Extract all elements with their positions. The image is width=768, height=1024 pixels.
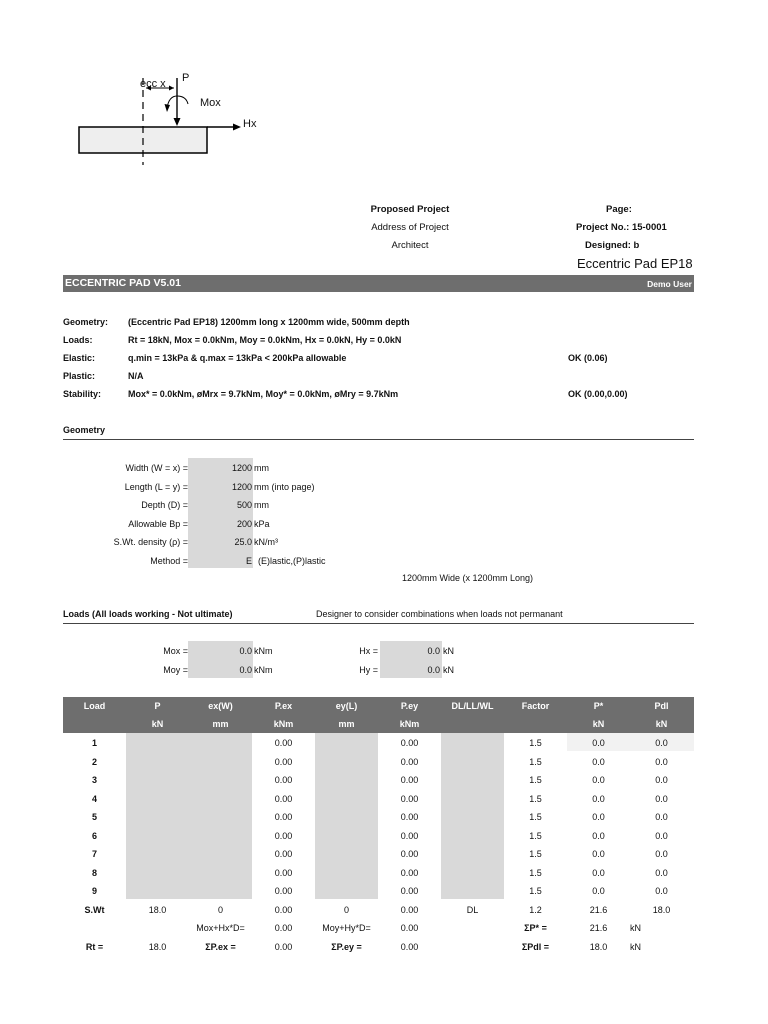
cell-pex: 0.00 [274,812,293,822]
moy-total-value: 0.00 [400,923,419,933]
cell-pey: 0.00 [400,775,419,785]
totals-row-moments [63,919,694,938]
cell-load: 4 [91,793,97,804]
cell-pex: 0.00 [274,849,293,859]
sheet-title: Eccentric Pad EP18 [577,256,693,271]
cell-factor: 1.5 [529,756,542,767]
cell-pey: 0.00 [400,867,419,878]
cell-pex: 0.00 [274,886,293,896]
cell-pstar: 0.0 [592,738,605,748]
sum-pdl-label: ΣPdl = [521,941,550,952]
table-row [63,790,694,809]
cell-pex: 0.00 [274,793,293,804]
cell-pdl: 18.0 [652,904,671,915]
geometry-label: Width (W = x) = [125,463,188,473]
cell-loadtype: DL [466,904,479,915]
cell-pdl: 0.0 [655,812,668,822]
cell-load: S.Wt [84,904,105,915]
table-row [63,808,694,827]
geometry-label: Length (L = y) = [124,481,188,492]
title-bar-user: Demo User [647,279,692,289]
geometry-row [0,478,768,496]
cell-pstar: 0.0 [592,793,605,804]
geometry-label: S.Wt. density (ρ) = [113,537,188,547]
rt-value: 18.0 [148,941,167,952]
cell-pdl: 0.0 [655,849,668,859]
sum-pdl-value: 18.0 [589,941,608,952]
summary-value: q.min = 13kPa & q.max = 13kPa < 200kPa allowable [128,353,347,363]
mox-input-unit: kNm [254,646,273,656]
geometry-row [0,515,768,533]
cell-pey: 0.00 [400,830,419,841]
summary-key: Stability: [63,389,102,399]
cell-p: 18.0 [148,904,167,915]
moy-input-label: Moy = [163,665,188,675]
mox-input-value[interactable]: 0.0 [239,646,252,656]
table-row [63,827,694,846]
cell-load: 6 [91,830,97,841]
mox-label: Mox [200,97,221,109]
cell-load: 9 [91,886,97,896]
sum-pey-label: ΣP.ey = [331,941,362,952]
cell-load: 5 [91,812,97,822]
summary-key: Geometry: [63,317,109,327]
sum-pey-value: 0.00 [400,941,419,952]
geometry-value[interactable]: 1200 [231,481,252,492]
cell-factor: 1.5 [529,886,542,896]
geometry-value[interactable]: 1200 [231,463,252,473]
table-row [63,753,694,772]
cell-pex: 0.00 [274,867,293,878]
cell-pstar: 21.6 [589,904,608,915]
geometry-row [0,459,768,477]
table-row [63,882,694,901]
mox-total-value: 0.00 [274,923,293,933]
cell-pstar: 0.0 [592,756,605,767]
geometry-label: Depth (D) = [141,500,188,510]
moy-total-label: Moy+Hy*D= [322,923,371,933]
cell-pey: 0.00 [400,793,419,804]
cell-pdl: 0.0 [655,738,668,748]
loads-note: Designer to consider combinations when loads not permanant [316,609,563,619]
table-row [63,864,694,883]
header-p: P [154,701,161,711]
hy-input-unit: kN [443,665,454,675]
cell-factor: 1.5 [529,738,542,748]
unit-pdl: kN [655,719,668,729]
table-header [63,697,694,733]
cell-pex: 0.00 [274,738,293,748]
cell-factor: 1.2 [529,904,542,915]
unit-eyl: mm [338,719,355,729]
summary-status: OK (0.06) [568,353,608,363]
cell-factor: 1.5 [529,812,542,822]
sum-pex-value: 0.00 [274,941,293,952]
cell-pstar: 0.0 [592,886,605,896]
geometry-value[interactable]: E [245,555,252,566]
project-number: Project No.: 15-0001 [576,222,667,233]
cell-pey: 0.00 [400,738,419,748]
header-pdl: Pdl [654,701,669,711]
cell-pex: 0.00 [274,830,293,841]
header-load: Load [83,701,106,711]
geometry-unit: mm [254,463,269,473]
geometry-unit: (E)lastic,(P)lastic [258,555,326,566]
title-bar-title: ECCENTRIC PAD V5.01 [65,277,181,289]
cell-load: 2 [91,756,97,767]
summary-value: Mox* = 0.0kNm, øMrx = 9.7kNm, Moy* = 0.0kNm, øMry = 9.7kNm [128,389,399,399]
cell-factor: 1.5 [529,793,542,804]
sum-pstar-unit: kN [630,923,641,933]
geometry-label: Allowable Bp = [128,518,188,529]
geometry-unit: mm (into page) [254,481,315,492]
summary-value: N/A [128,371,144,381]
cell-pey: 0.00 [400,904,419,915]
geometry-label: Method = [150,555,188,566]
hx-input-unit: kN [443,646,454,656]
unit-pex: kNm [273,719,294,729]
cell-factor: 1.5 [529,867,542,878]
cell-pey: 0.00 [400,886,419,896]
project-name: Proposed Project [370,204,450,215]
cell-pey: 0.00 [400,756,419,767]
hx-label: Hx [243,118,257,130]
unit-pey: kNm [399,719,420,729]
cell-pey: 0.00 [400,812,419,822]
geometry-unit: kPa [254,518,270,529]
page-label: Page: [606,204,632,215]
cell-pey: 0.00 [400,849,419,859]
header-pey: P.ey [400,701,419,711]
geometry-row [0,496,768,514]
hy-input-value[interactable]: 0.0 [427,665,440,675]
sum-pstar-label: ΣP* = [524,923,547,933]
sum-pstar-value: 21.6 [589,923,608,933]
cell-pex: 0.00 [274,756,293,767]
cell-pdl: 0.0 [655,793,668,804]
loads-heading [63,609,694,624]
geometry-row [0,533,768,551]
geometry-note: 1200mm Wide (x 1200mm Long) [402,573,534,583]
table-row [63,845,694,864]
table-row [63,734,694,753]
header-exw: ex(W) [208,701,233,711]
geometry-value[interactable]: 200 [236,518,252,529]
cell-load: 3 [91,775,97,785]
geometry-value[interactable]: 25.0 [234,537,252,547]
hx-input-label: Hx = [359,646,378,656]
project-architect: Architect [391,240,429,251]
geometry-heading: Geometry [63,425,694,440]
moy-input-unit: kNm [254,665,273,675]
cell-load: 8 [91,867,97,878]
header-eyl: ey(L) [335,701,358,711]
pad-diagram [70,70,270,170]
geometry-row [0,552,768,570]
geometry-unit: mm [254,500,269,510]
cell-pdl: 0.0 [655,867,668,878]
summary-key: Loads: [63,335,93,345]
cell-pstar: 0.0 [592,867,605,878]
title-bar [63,275,694,292]
cell-load: 1 [91,738,97,748]
project-info [340,201,480,255]
cell-pstar: 0.0 [592,849,605,859]
summary-key: Plastic: [63,371,96,381]
unit-pstar: kN [592,719,605,729]
p-label: P [182,72,190,84]
self-weight-row [63,901,694,920]
cell-eyl: 0 [343,904,349,915]
cell-pdl: 0.0 [655,886,668,896]
mox-input-label: Mox = [163,646,188,656]
cell-pstar: 0.0 [592,812,605,822]
header-factor: Factor [521,701,550,711]
summary-value: Rt = 18kN, Mox = 0.0kNm, Moy = 0.0kNm, Hx = 0.0kN, Hy = 0.0kN [128,335,402,345]
header-pex: P.ex [274,701,293,711]
cell-load: 7 [91,849,97,859]
project-address: Address of Project [371,222,449,233]
unit-p: kN [151,719,164,729]
cell-factor: 1.5 [529,775,542,785]
cell-pdl: 0.0 [655,756,668,767]
cell-pstar: 0.0 [592,830,605,841]
header-pstar: P* [593,701,604,711]
project-meta [576,201,696,255]
sum-pex-label: ΣP.ex = [205,941,236,952]
header-loadtype: DL/LL/WL [451,701,494,711]
summary-value: (Eccentric Pad EP18) 1200mm long x 1200mm wide, 500mm depth [128,317,410,327]
sum-pdl-unit: kN [630,941,641,952]
cell-factor: 1.5 [529,849,542,859]
ecc-label: ecc x [140,78,166,90]
cell-pdl: 0.0 [655,830,668,841]
cell-pex: 0.00 [274,904,293,915]
hy-input-label: Hy = [359,665,378,675]
cell-pdl: 0.0 [655,775,668,785]
hx-input-value[interactable]: 0.0 [427,646,440,656]
cell-pstar: 0.0 [592,775,605,785]
designed-by: Designed: b [585,240,640,251]
geometry-unit: kN/m³ [254,537,278,547]
totals-row-sums [63,938,694,957]
unit-exw: mm [212,719,229,729]
geometry-value[interactable]: 500 [236,500,252,510]
moy-input-value[interactable]: 0.0 [239,665,252,675]
cell-exw: 0 [217,904,223,915]
loads-heading-label: Loads (All loads working - Not ultimate) [63,609,233,619]
rt-label: Rt = [85,941,104,952]
table-row [63,771,694,790]
summary-key: Elastic: [63,353,96,363]
summary-status: OK (0.00,0.00) [568,389,628,399]
mox-total-label: Mox+Hx*D= [196,923,245,933]
cell-pex: 0.00 [274,775,293,785]
cell-factor: 1.5 [529,830,542,841]
